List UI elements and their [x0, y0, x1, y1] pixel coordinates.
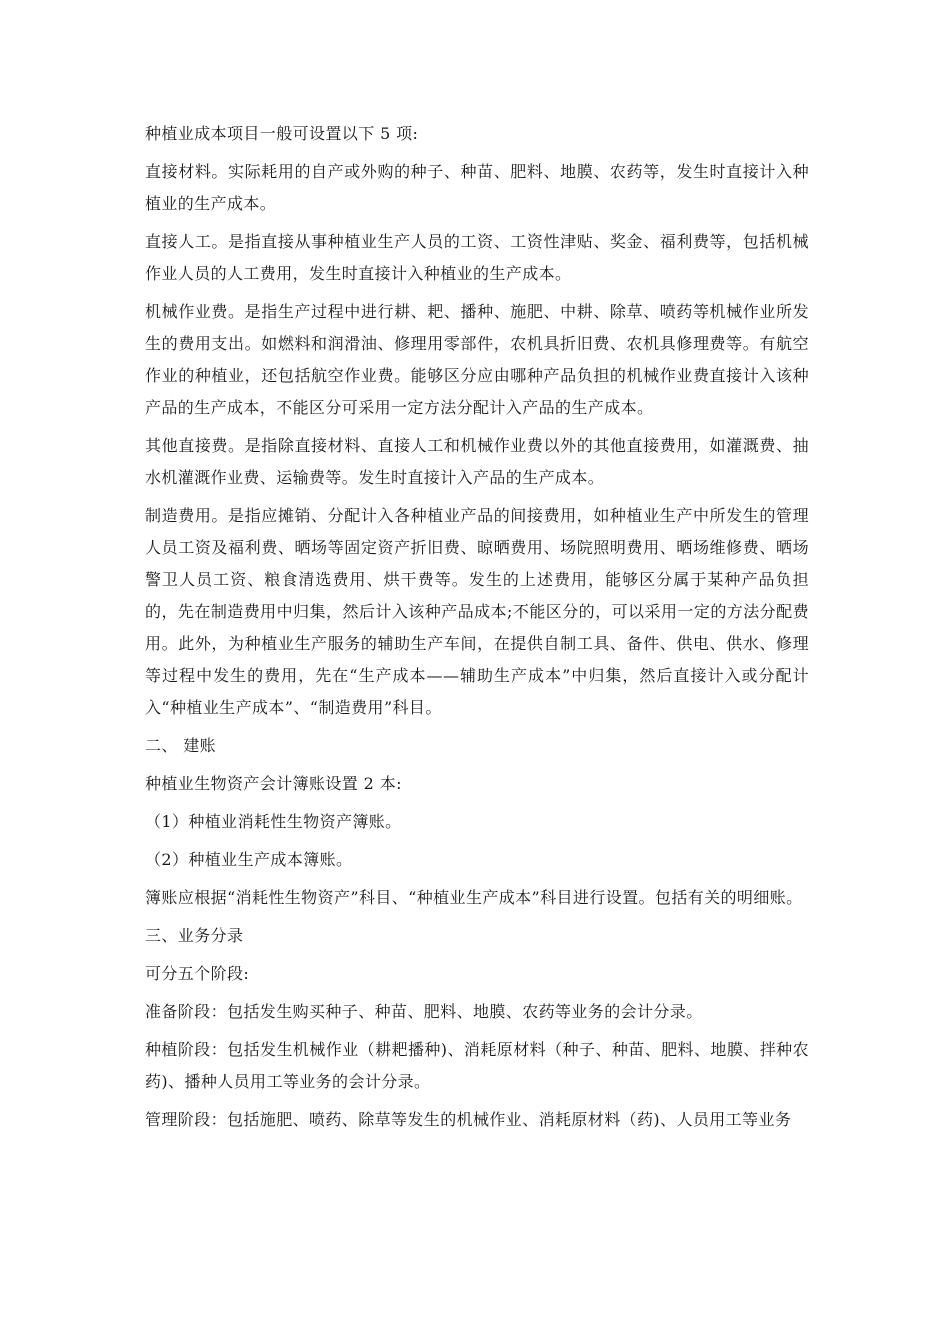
paragraph-manufacturing-overhead: 制造费用。是指应摊销、分配计入各种植业产品的间接费用，如种植业生产中所发生的管理人员工资及福利费、晒场等固定资产折旧费、晾晒费用、场院照明费用、晒场维修费、晒场警卫人员工资、粮食清选费用、烘干费等。发生的上述费用，能够区分属于某种产品负担的，先在制造费用中归集，然后计入该种产品成本;不能区分的，可以采用一定的方法分配费用。此外，为种植业生产服务的辅助生产车间，在提供自制工具、备件、供电、供水、修理等过程中发生的费用，先在“生产成本——辅助生产成本”中归集，然后直接计入或分配计入“种植业生产成本”、“制造费用”科目。 — [145, 506, 809, 717]
paragraph-stage-preparation: 准备阶段：包括发生购买种子、种苗、肥料、地膜、农药等业务的会计分录。 — [145, 1002, 703, 1021]
heading-section-3: 三、业务分录 — [145, 926, 244, 945]
list-item-ledger-2: （2）种植业生产成本簿账。 — [145, 850, 353, 869]
paragraph-direct-labor: 直接人工。是指直接从事种植业生产人员的工资、工资性津贴、奖金、福利费等，包括机械作业人员的人工费用，发生时直接计入种植业的生产成本。 — [145, 232, 809, 283]
paragraph-ledger-basis: 簿账应根据“消耗性生物资产”科目、“种植业生产成本”科目进行设置。包括有关的明细账。 — [145, 888, 803, 907]
paragraph-stage-planting: 种植阶段：包括发生机械作业（耕耙播种)、消耗原材料（种子、种苗、肥料、地膜、拌种农药)、播种人员用工等业务的会计分录。 — [145, 1040, 809, 1091]
list-item-ledger-1: （1）种植业消耗性生物资产簿账。 — [145, 812, 402, 831]
paragraph-machinery-cost: 机械作业费。是指生产过程中进行耕、耙、播种、施肥、中耕、除草、喷药等机械作业所发生的费用支出。如燃料和润滑油、修理用零部件，农机具折旧费、农机具修理费等。有航空作业的种植业，还包括航空作业费。能够区分应由哪种产品负担的机械作业费直接计入该种产品的生产成本，不能区分可采用一定方法分配计入产品的生产成本。 — [145, 302, 809, 417]
heading-section-2: 二、 建账 — [145, 736, 217, 755]
paragraph-direct-materials: 直接材料。实际耗用的自产或外购的种子、种苗、肥料、地膜、农药等，发生时直接计入种植业的生产成本。 — [145, 162, 809, 213]
paragraph-stage-management: 管理阶段：包括施肥、喷药、除草等发生的机械作业、消耗原材料（药)、人员用工等业务 — [145, 1110, 792, 1129]
paragraph-intro: 种植业成本项目一般可设置以下 5 项: — [145, 124, 419, 143]
paragraph-ledger-setup: 种植业生物资产会计簿账设置 2 本: — [145, 774, 402, 793]
document-body — [145, 118, 809, 1142]
paragraph-other-direct-cost: 其他直接费。是指除直接材料、直接人工和机械作业费以外的其他直接费用，如灌溉费、抽水机灌溉作业费、运输费等。发生时直接计入产品的生产成本。 — [145, 436, 809, 487]
paragraph-stages-intro: 可分五个阶段: — [145, 964, 250, 983]
